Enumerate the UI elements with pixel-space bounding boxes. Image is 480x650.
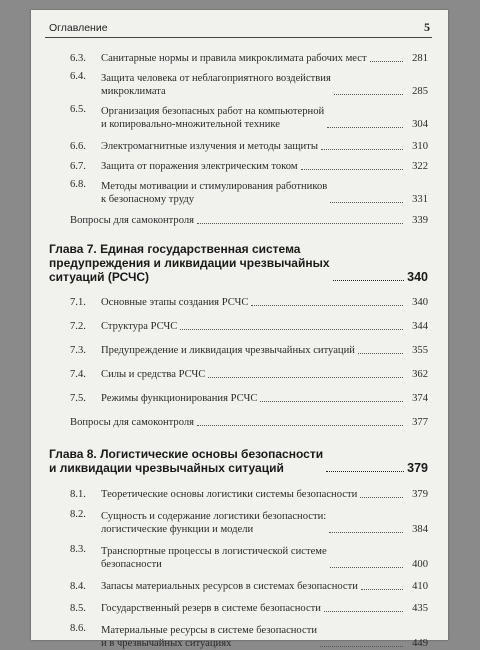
toc-entry xyxy=(49,50,428,65)
toc-entry-page: 331 xyxy=(412,194,428,205)
toc-entry xyxy=(49,600,428,615)
toc-entry-page: 340 xyxy=(412,297,428,308)
toc-entry-number: 6.5. xyxy=(70,104,86,115)
toc-entry xyxy=(49,486,428,501)
toc-entry-page: 281 xyxy=(412,53,428,64)
toc-entry-number: 6.7. xyxy=(70,161,86,172)
toc-entry-number: 7.1. xyxy=(70,297,86,308)
toc-entry-page: 410 xyxy=(412,581,428,592)
toc-entry-page: 285 xyxy=(412,86,428,97)
toc-entry-text: Сущность и содержание логистики безопасности: логистические функции и модели xyxy=(101,511,327,535)
table-of-contents xyxy=(49,50,428,650)
toc-entry xyxy=(49,294,428,309)
toc-entry-text: Государственный резерв в системе безопасности xyxy=(101,603,321,614)
toc-entry-number: 6.6. xyxy=(70,141,86,152)
toc-entry-text: Основные этапы создания РСЧС xyxy=(101,297,249,308)
toc-entry-text: Методы мотивации и стимулирования работников к безопасному труду xyxy=(101,181,328,205)
toc-entry xyxy=(49,103,428,131)
chapter-heading xyxy=(49,445,428,475)
toc-entry-text: Теоретические основы логистики системы безопасности xyxy=(101,489,358,500)
header-title: Оглавление xyxy=(49,22,108,34)
toc-entry xyxy=(49,318,428,333)
toc-entry-number: 7.5. xyxy=(70,393,86,404)
toc-entry xyxy=(49,138,428,153)
chapter-page: 340 xyxy=(407,270,428,284)
toc-entry-page: 344 xyxy=(412,321,428,332)
chapter-title: Глава 7. Единая государственная система предупреждения и ликвидации чрезвычайных ситуаций (РСЧС) xyxy=(49,242,330,284)
running-header xyxy=(45,17,432,38)
toc-entry-number: 8.6. xyxy=(70,623,86,634)
toc-entry xyxy=(49,543,428,571)
toc-entry xyxy=(49,158,428,173)
toc-entry-page: 322 xyxy=(412,161,428,172)
toc-entry-page: 374 xyxy=(412,393,428,404)
toc-entry xyxy=(49,508,428,536)
toc-entry-page: 400 xyxy=(412,559,428,570)
toc-entry-text: Защита человека от неблагоприятного воздействия микроклимата xyxy=(101,73,331,97)
header-page-number: 5 xyxy=(424,20,430,34)
toc-entry-number: 7.2. xyxy=(70,321,86,332)
toc-entry-page: 384 xyxy=(412,524,428,535)
toc-entry xyxy=(49,414,428,429)
toc-entry xyxy=(49,70,428,98)
toc-entry-page: 435 xyxy=(412,603,428,614)
toc-entry-page: 377 xyxy=(412,417,428,428)
toc-entry-page: 339 xyxy=(412,215,428,226)
toc-entry xyxy=(49,622,428,650)
toc-entry-number: 6.4. xyxy=(70,71,86,82)
toc-entry-number: 6.3. xyxy=(70,53,86,64)
toc-entry-text: Режимы функционирования РСЧС xyxy=(101,393,258,404)
toc-entry-page: 355 xyxy=(412,345,428,356)
toc-entry-number: 7.3. xyxy=(70,345,86,356)
toc-entry-text: Вопросы для самоконтроля xyxy=(70,417,195,428)
toc-entry-text: Организация безопасных работ на компьютерной и копировально-множительной технике xyxy=(101,106,325,130)
toc-entry-text: Защита от поражения электрическим током xyxy=(101,161,298,172)
toc-entry-number: 7.4. xyxy=(70,369,86,380)
toc-entry-text: Транспортные процессы в логистической системе безопасности xyxy=(101,546,327,570)
toc-entry-page: 379 xyxy=(412,489,428,500)
book-page xyxy=(31,10,448,649)
toc-entry-number: 8.2. xyxy=(70,509,86,520)
toc-entry-text: Материальные ресурсы в системе безопасности и в чрезвычайных ситуациях xyxy=(101,625,317,649)
toc-entry-number: 8.4. xyxy=(70,581,86,592)
toc-entry-text: Структура РСЧС xyxy=(101,321,178,332)
toc-entry-number: 8.5. xyxy=(70,603,86,614)
toc-entry-text: Электромагнитные излучения и методы защиты xyxy=(101,141,318,152)
toc-entry-text: Вопросы для самоконтроля xyxy=(70,215,195,226)
toc-entry-page: 362 xyxy=(412,369,428,380)
toc-entry-text: Запасы материальных ресурсов в системах безопасности xyxy=(101,581,358,592)
toc-entry-text: Предупреждение и ликвидация чрезвычайных ситуаций xyxy=(101,345,355,356)
toc-entry xyxy=(49,390,428,405)
toc-entry-text: Силы и средства РСЧС xyxy=(101,369,206,380)
toc-entry-number: 6.8. xyxy=(70,179,86,190)
toc-entry xyxy=(49,212,428,227)
toc-entry-number: 8.1. xyxy=(70,489,86,500)
chapter-heading xyxy=(49,240,428,284)
toc-entry-number: 8.3. xyxy=(70,544,86,555)
toc-entry-page: 449 xyxy=(412,638,428,649)
toc-entry xyxy=(49,178,428,206)
chapter-page: 379 xyxy=(407,461,428,475)
toc-entry-page: 304 xyxy=(412,119,428,130)
chapter-title: Глава 8. Логистические основы безопасности и ликвидации чрезвычайных ситуаций xyxy=(49,447,324,475)
toc-entry xyxy=(49,366,428,381)
toc-entry-page: 310 xyxy=(412,141,428,152)
toc-entry xyxy=(49,342,428,357)
toc-entry-text: Санитарные нормы и правила микроклимата рабочих мест xyxy=(101,53,367,64)
toc-entry xyxy=(49,578,428,593)
